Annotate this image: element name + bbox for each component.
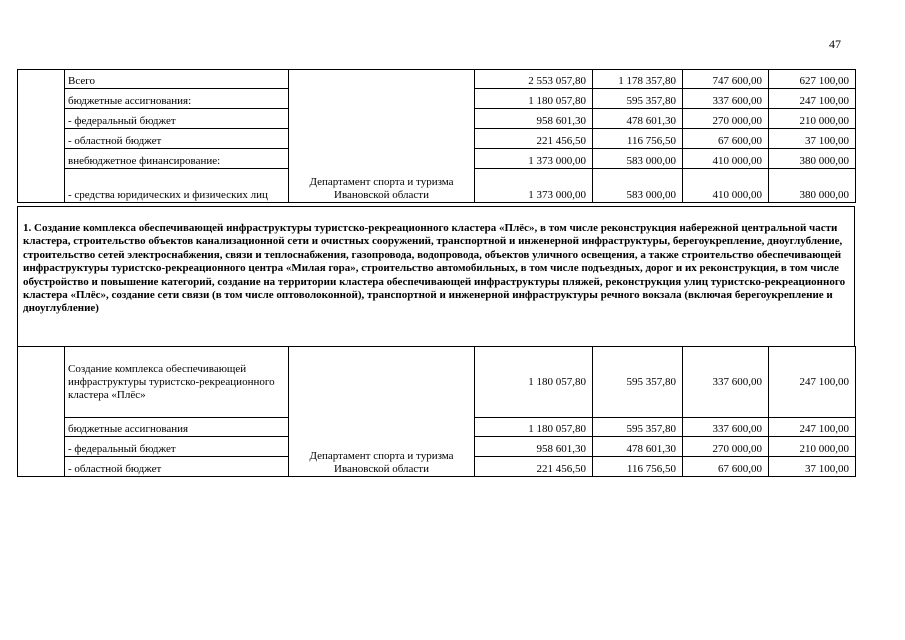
value-cell: 116 756,50: [593, 457, 683, 477]
row-label: - федеральный бюджет: [65, 109, 289, 129]
row-label: бюджетные ассигнования:: [65, 89, 289, 109]
value-cell: 583 000,00: [593, 169, 683, 203]
value-cell: 1 373 000,00: [475, 149, 593, 169]
value-cell: 210 000,00: [769, 109, 856, 129]
row-label: Создание комплекса обеспечивающей инфраструктуры туристско-рекреационного кластера «Плёс»: [65, 347, 289, 418]
index-cell: [18, 347, 65, 477]
page-number: 47: [829, 37, 841, 51]
section-heading-table: [17, 206, 855, 347]
value-cell: 1 180 057,80: [475, 89, 593, 109]
value-cell: 958 601,30: [475, 109, 593, 129]
value-cell: 116 756,50: [593, 129, 683, 149]
value-cell: 270 000,00: [683, 109, 769, 129]
value-cell: 1 373 000,00: [475, 169, 593, 203]
value-cell: 37 100,00: [769, 457, 856, 477]
index-cell: [18, 70, 65, 203]
value-cell: 958 601,30: [475, 437, 593, 457]
value-cell: 410 000,00: [683, 149, 769, 169]
value-cell: 595 357,80: [593, 89, 683, 109]
value-cell: 595 357,80: [593, 418, 683, 437]
row-label: - областной бюджет: [65, 129, 289, 149]
value-cell: 2 553 057,80: [475, 70, 593, 89]
value-cell: 67 600,00: [683, 129, 769, 149]
value-cell: 67 600,00: [683, 457, 769, 477]
value-cell: 478 601,30: [593, 437, 683, 457]
value-cell: 337 600,00: [683, 418, 769, 437]
row-label: Всего: [65, 70, 289, 89]
value-cell: 583 000,00: [593, 149, 683, 169]
value-cell: 247 100,00: [769, 418, 856, 437]
value-cell: 270 000,00: [683, 437, 769, 457]
value-cell: 337 600,00: [683, 347, 769, 418]
row-label: - областной бюджет: [65, 457, 289, 477]
value-cell: 410 000,00: [683, 169, 769, 203]
row-label: - федеральный бюджет: [65, 437, 289, 457]
value-cell: 337 600,00: [683, 89, 769, 109]
value-cell: 221 456,50: [475, 457, 593, 477]
table-row: [18, 347, 856, 418]
value-cell: 478 601,30: [593, 109, 683, 129]
row-label: внебюджетное финансирование:: [65, 149, 289, 169]
value-cell: 37 100,00: [769, 129, 856, 149]
department-cell: Департамент спорта и туризма Ивановской области: [289, 347, 475, 477]
section-heading: 1. Создание комплекса обеспечивающей инфраструктуры туристско-рекреационного кластера «Плёс», в том числе реконструкция набережной центральной части кластера, строительство объектов канализационной сети и очистных сооружений, транспортной и инженерной инфраструктуры, берегоукрепление, дноуглубление, строительство сетей электроснабжения, связи и теплоснабжения, газопровода, водопровода, объектов уличного освещения, а также строительство обеспечивающей инфраструктуры туристско-рекреационного центра «Милая гора», строительство автомобильных, в том числе подъездных, дорог и их реконструкция, в том числе обустройство и повышение категорий, создание на территории кластера обеспечивающей инфраструктуры пляжей, реконструкция улиц туристско-рекреационного кластера «Плёс», создание сети связи (в том числе оптоволоконной), транспортной и инженерной инфраструктуры речного вокзала (включая берегоукрепление и дноуглубление): [18, 207, 855, 347]
department-cell: Департамент спорта и туризма Ивановской области: [289, 70, 475, 203]
table-row: [18, 70, 856, 89]
value-cell: 1 180 057,80: [475, 347, 593, 418]
financing-table-total: [17, 69, 856, 203]
value-cell: 595 357,80: [593, 347, 683, 418]
value-cell: 1 178 357,80: [593, 70, 683, 89]
value-cell: 380 000,00: [769, 149, 856, 169]
value-cell: 247 100,00: [769, 89, 856, 109]
value-cell: 1 180 057,80: [475, 418, 593, 437]
value-cell: 747 600,00: [683, 70, 769, 89]
financing-table-plyos: [17, 346, 856, 477]
value-cell: 247 100,00: [769, 347, 856, 418]
row-label: бюджетные ассигнования: [65, 418, 289, 437]
value-cell: 380 000,00: [769, 169, 856, 203]
value-cell: 210 000,00: [769, 437, 856, 457]
value-cell: 627 100,00: [769, 70, 856, 89]
value-cell: 221 456,50: [475, 129, 593, 149]
row-label: - средства юридических и физических лиц: [65, 169, 289, 203]
